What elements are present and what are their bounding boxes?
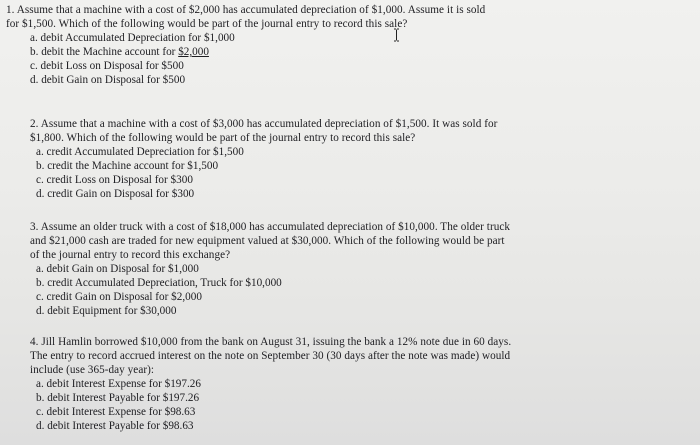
question-1-stem [6,3,666,31]
question-4-stem-line: include (use 365-day year): [30,364,155,376]
question-3-options [30,262,670,318]
question-2-stem-line: $1,800. Which of the following would be part of the journal entry to record this sale? [30,132,416,144]
question-3-option-b [36,276,670,290]
question-1-option-a [30,31,666,45]
option-label: b. debit Interest Payable for $197.26 [36,392,200,404]
option-label: c. debit Interest Expense for $98.63 [36,406,196,418]
question-1-option-d [30,73,666,87]
question-2-option-b [36,159,670,173]
question-2-stem-line: 2. Assume that a machine with a cost of $3,000 has accumulated depreciation of $1,500. It was sold for [30,118,498,130]
option-label: d. debit Equipment for $30,000 [36,305,177,317]
option-label: a. debit Interest Expense for $197.26 [36,378,201,390]
question-2 [30,117,670,201]
question-4-option-b [36,391,670,405]
question-4-stem-line: The entry to record accrued interest on the note on September 30 (30 days after the note was made) would [30,350,511,362]
option-label: a. debit Accumulated Depreciation for $1,000 [30,32,235,44]
question-4-option-c [36,405,670,419]
question-1 [6,3,666,87]
question-1-stem-line: 1. Assume that a machine with a cost of $2,000 has accumulated depreciation of $1,000. Assume it is sold [6,4,486,16]
question-4-stem-line: 4. Jill Hamlin borrowed $10,000 from the bank on August 31, issuing the bank a 12% note due in 60 days. [30,336,512,348]
question-1-stem-line: for $1,500. Which of the following would be part of the journal entry to record this sale? [6,18,408,30]
option-label: c. credit Loss on Disposal for $300 [36,174,193,186]
text-cursor-icon [393,28,400,42]
question-2-stem [30,117,670,145]
question-1-option-b [30,45,666,59]
question-3-stem-line: 3. Assume an older truck with a cost of $18,000 has accumulated depreciation of $10,000. The older truck [30,221,511,233]
question-4-option-a [36,377,670,391]
option-label: b. credit the Machine account for $1,500 [36,160,219,172]
option-label: b. credit Accumulated Depreciation, Truck for $10,000 [36,277,282,289]
question-2-option-c [36,173,670,187]
question-3-stem-line: of the journal entry to record this exchange? [30,249,231,261]
option-label: a. debit Gain on Disposal for $1,000 [36,263,199,275]
option-label: b. debit the Machine account for $2,000 [30,46,209,58]
option-label: a. credit Accumulated Depreciation for $1,500 [36,146,244,158]
question-1-option-c [30,59,666,73]
question-3-option-d [36,304,670,318]
question-4-stem [30,335,670,377]
question-3-stem [30,220,670,262]
question-4-options [30,377,670,433]
question-1-options [6,31,666,87]
option-label: d. debit Gain on Disposal for $500 [30,74,186,86]
underlined-amount: $2,000 [178,46,209,58]
question-2-option-a [36,145,670,159]
question-3-option-c [36,290,670,304]
question-3-stem-line: and $21,000 cash are traded for new equipment valued at $30,000. Which of the following would be part [30,235,505,247]
question-2-options [30,145,670,201]
option-label: d. debit Interest Payable for $98.63 [36,420,194,432]
question-4-option-d [36,419,670,433]
question-2-option-d [36,187,670,201]
option-label: d. credit Gain on Disposal for $300 [36,188,195,200]
question-3 [30,220,670,318]
question-3-option-a [36,262,670,276]
question-4 [30,335,670,433]
option-label: c. credit Gain on Disposal for $2,000 [36,291,202,303]
option-label: c. debit Loss on Disposal for $500 [30,60,184,72]
